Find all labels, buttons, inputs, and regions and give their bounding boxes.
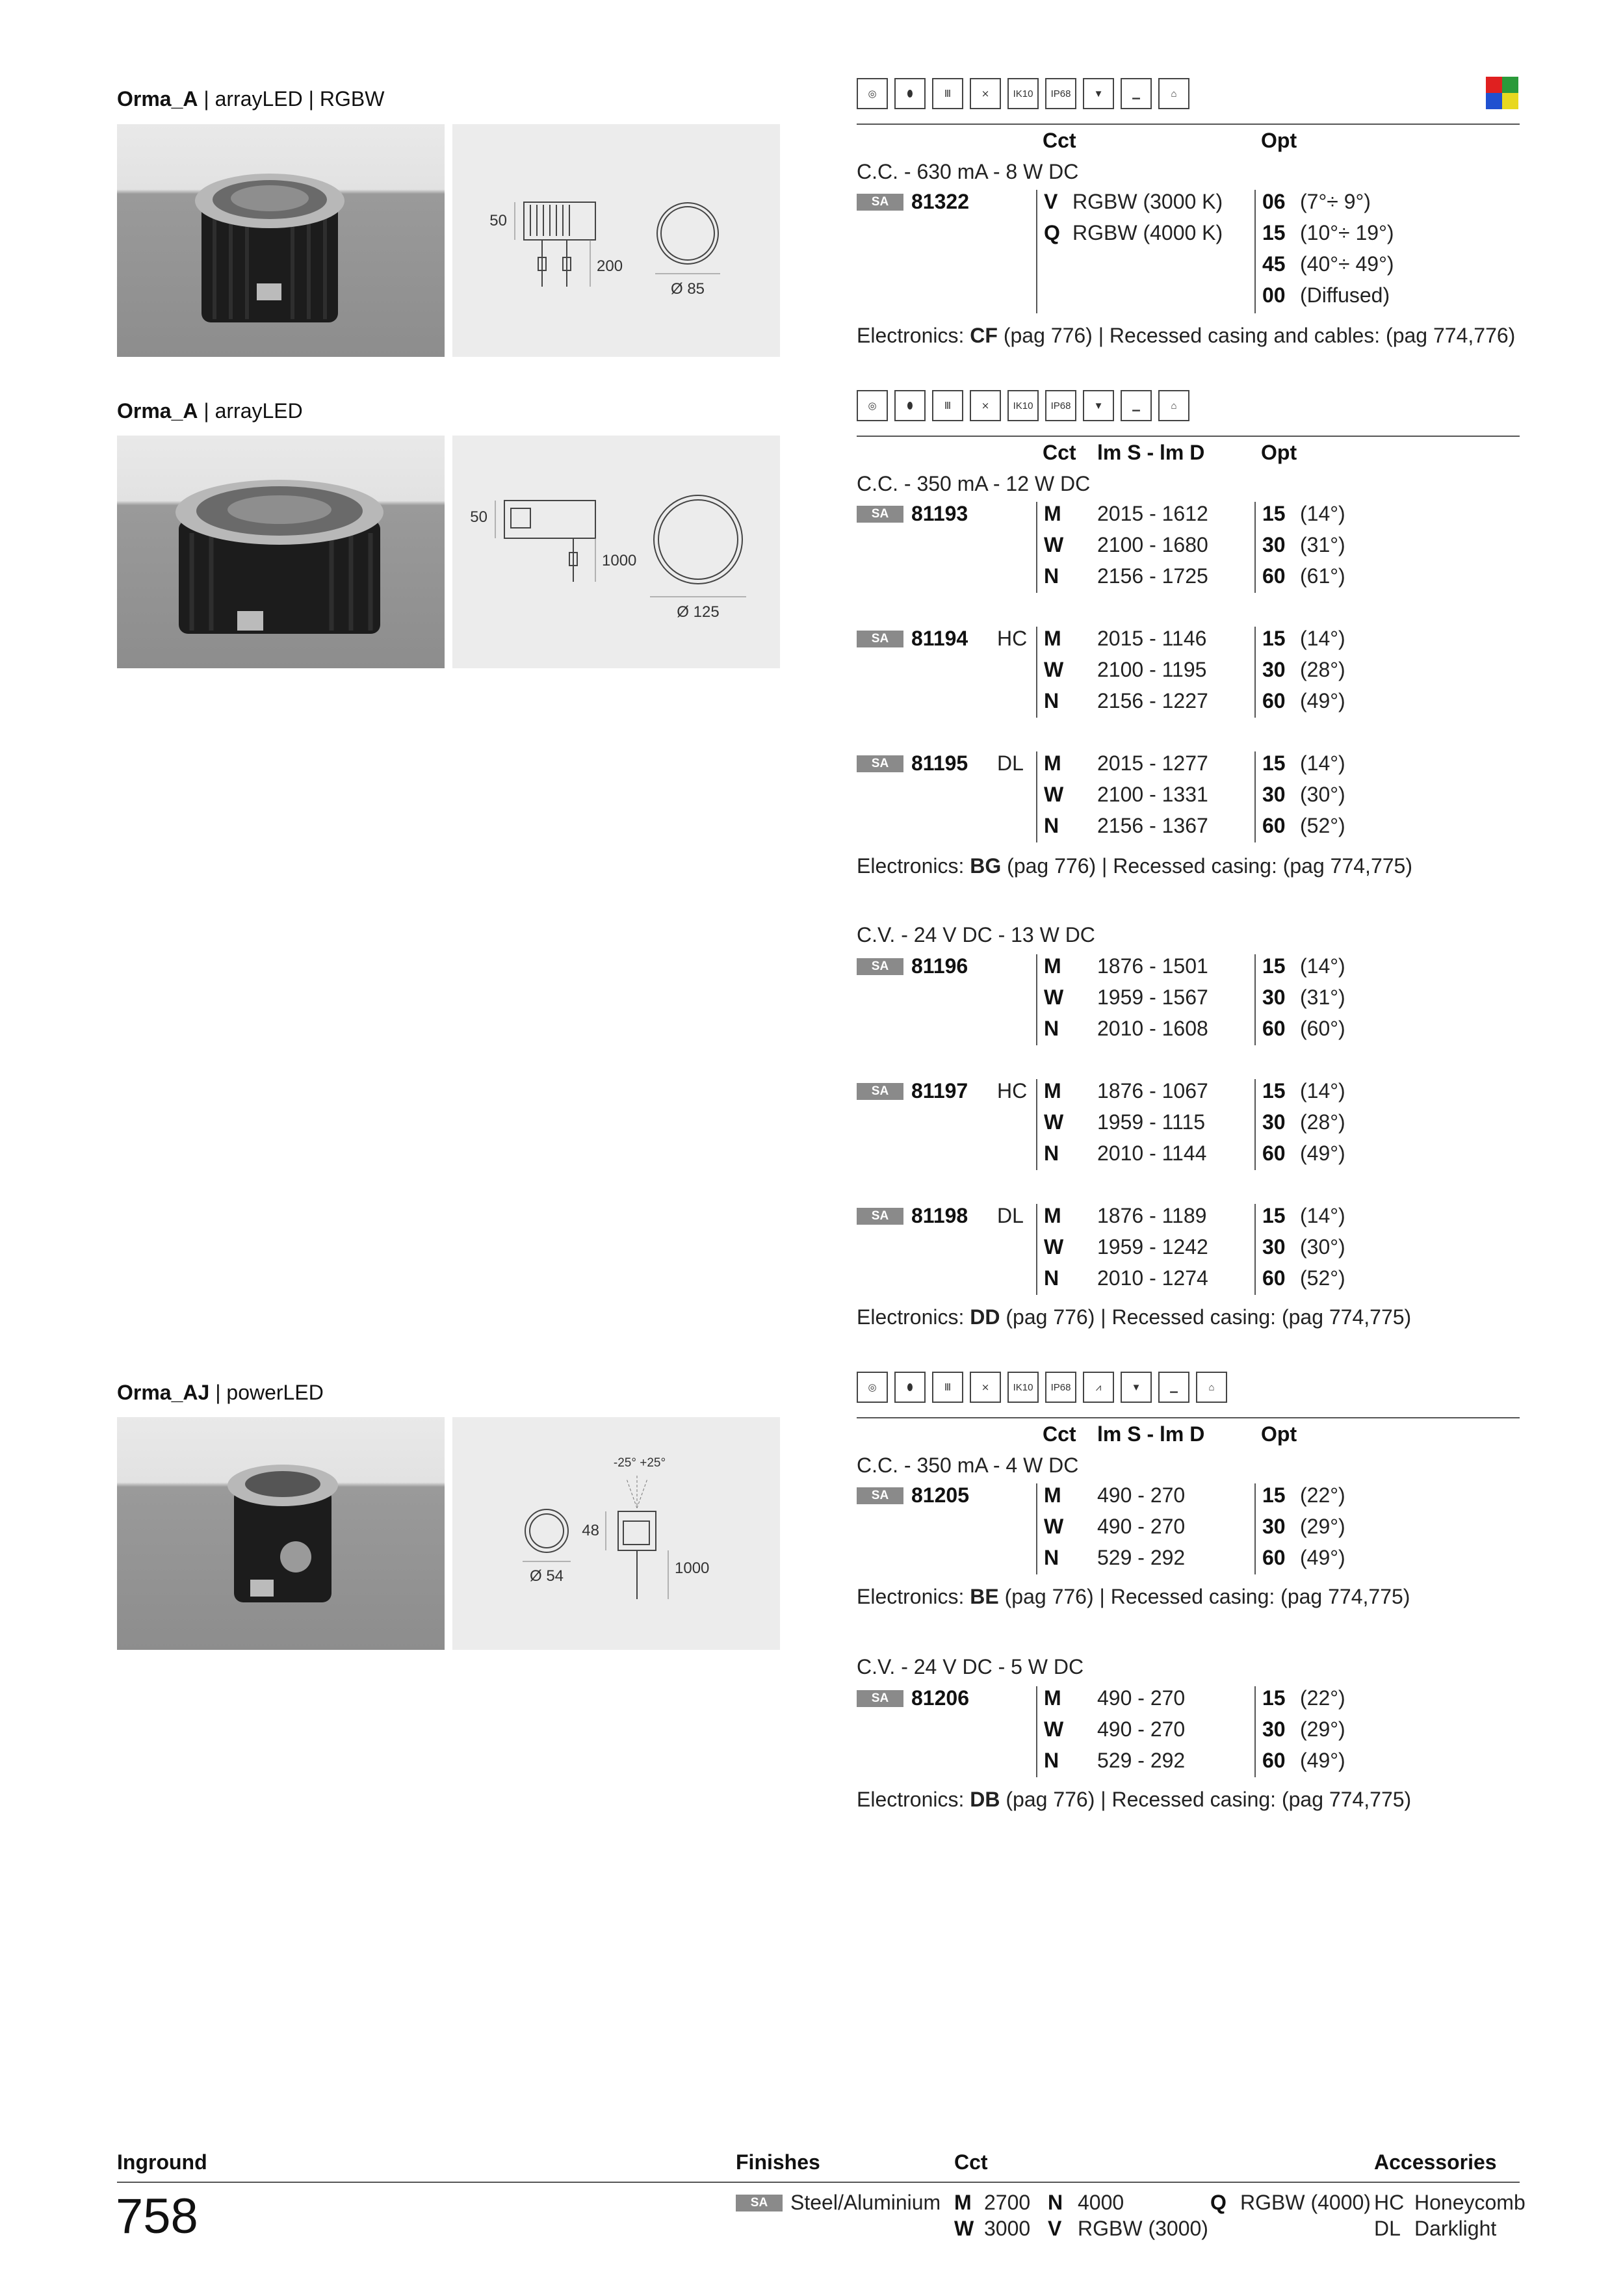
- opt-angle: (14°): [1300, 751, 1345, 775]
- accessory-code: HC: [1374, 2191, 1405, 2214]
- header-lumen: lm S - lm D: [1097, 441, 1205, 464]
- finish-badge: SA: [857, 631, 903, 647]
- walk-over-icon: ⬮: [894, 78, 926, 109]
- class-iii-icon: Ⅲ: [932, 390, 963, 421]
- lumen-value: 2010 - 1608: [1097, 1017, 1208, 1040]
- technical-drawing: [452, 124, 780, 357]
- lumen-value: 2156 - 1367: [1097, 814, 1208, 837]
- page-number: 758: [116, 2189, 198, 2244]
- opt-code: 30: [1262, 985, 1286, 1009]
- variant-label: DL: [997, 751, 1024, 775]
- ground-icon: ▁: [1121, 390, 1152, 421]
- house-icon: ⌂: [1158, 390, 1189, 421]
- opt-angle: (14°): [1300, 1079, 1345, 1102]
- cct-code: W: [1044, 1717, 1064, 1741]
- header-opt: Opt: [1261, 129, 1297, 152]
- column-rule: [1036, 1686, 1037, 1777]
- lumen-value: 2015 - 1146: [1097, 627, 1207, 650]
- opt-code: 15: [1262, 221, 1286, 244]
- cct-code: M: [1044, 954, 1061, 978]
- walk-over-icon: ⬮: [894, 1372, 926, 1403]
- tilt-range: -25° +25°: [613, 1456, 666, 1470]
- cct-value: 4000: [1078, 2191, 1124, 2214]
- opt-angle: (49°): [1300, 1749, 1345, 1772]
- product-code: 81193: [911, 502, 968, 525]
- cct-value: RGBW (3000 K): [1072, 190, 1223, 213]
- product-code: 81322: [911, 190, 969, 213]
- footer-finishes-title: Finishes: [736, 2150, 820, 2174]
- footer-accessories-title: Accessories: [1374, 2150, 1497, 2174]
- product-code: 81197: [911, 1079, 968, 1102]
- variant-label: HC: [997, 627, 1028, 650]
- ip68-icon: IP68: [1045, 78, 1076, 109]
- lumen-value: 2156 - 1725: [1097, 564, 1208, 588]
- product-code: 81196: [911, 954, 968, 978]
- opt-angle: (Diffused): [1300, 283, 1390, 307]
- electronics-note: Electronics: DD (pag 776) | Recessed casing: (pag 774,775): [857, 1305, 1412, 1329]
- recessed-icon: ◎: [857, 78, 888, 109]
- cct-code: M: [1044, 751, 1061, 775]
- house-icon: ⌂: [1158, 78, 1189, 109]
- luminaire-photo: [117, 124, 445, 357]
- dim-diameter: Ø 54: [529, 1567, 564, 1585]
- walk-over-icon: ⬮: [894, 390, 926, 421]
- opt-code: 30: [1262, 533, 1286, 556]
- lumen-value: 2015 - 1612: [1097, 502, 1208, 525]
- feature-icon-row: [857, 390, 1189, 424]
- opt-code: 60: [1262, 1749, 1286, 1772]
- opt-code: 15: [1262, 1483, 1286, 1507]
- lumen-value: 490 - 270: [1097, 1686, 1186, 1710]
- no-insulation-icon: ⨯: [970, 78, 1001, 109]
- beam-icon: ▼: [1121, 1372, 1152, 1403]
- cct-code: M: [954, 2191, 972, 2214]
- opt-angle: (22°): [1300, 1686, 1345, 1710]
- opt-angle: (14°): [1300, 627, 1345, 650]
- product-code: 81198: [911, 1204, 968, 1227]
- opt-code: 15: [1262, 954, 1286, 978]
- product-photo: [117, 1417, 445, 1650]
- accessory-name: Darklight: [1414, 2217, 1497, 2240]
- technical-drawing: [452, 1417, 780, 1650]
- product-code: 81195: [911, 751, 968, 775]
- class-iii-icon: Ⅲ: [932, 1372, 963, 1403]
- product-title: Orma_A | arrayLED | RGBW: [117, 87, 385, 111]
- cct-code: Q: [1044, 221, 1060, 244]
- opt-code: 60: [1262, 689, 1286, 712]
- lumen-value: 1876 - 1189: [1097, 1204, 1207, 1227]
- opt-code: 30: [1262, 1235, 1286, 1259]
- dim-diameter: Ø 125: [677, 603, 720, 621]
- cct-code: W: [1044, 658, 1064, 681]
- cct-code: N: [1044, 814, 1059, 837]
- cct-code: Q: [1210, 2191, 1227, 2214]
- column-rule: [1254, 751, 1256, 842]
- footer-cct-title: Cct: [954, 2150, 988, 2174]
- column-rule: [1254, 954, 1256, 1045]
- lumen-value: 2010 - 1144: [1097, 1141, 1207, 1165]
- cct-code: W: [954, 2217, 974, 2240]
- variant-label: HC: [997, 1079, 1028, 1102]
- lumen-value: 2015 - 1277: [1097, 751, 1208, 775]
- finish-badge: SA: [857, 194, 903, 211]
- ip68-icon: IP68: [1045, 390, 1076, 421]
- supply-label: C.C. - 630 mA - 8 W DC: [857, 160, 1079, 183]
- divider: [857, 124, 1520, 125]
- header-cct: Cct: [1043, 129, 1076, 152]
- product-code: 81194: [911, 627, 968, 650]
- cct-code: N: [1048, 2191, 1063, 2214]
- dim-cable-length: 1000: [602, 552, 637, 569]
- cct-code: V: [1044, 190, 1058, 213]
- column-rule: [1254, 627, 1256, 718]
- cct-code: W: [1044, 1235, 1064, 1259]
- opt-code: 60: [1262, 1017, 1286, 1040]
- opt-code: 60: [1262, 564, 1286, 588]
- opt-code: 15: [1262, 1204, 1286, 1227]
- class-iii-icon: Ⅲ: [932, 78, 963, 109]
- header-opt: Opt: [1261, 441, 1297, 464]
- opt-angle: (52°): [1300, 1266, 1345, 1290]
- divider: [857, 1417, 1520, 1418]
- dim-height: 48: [582, 1522, 599, 1539]
- opt-angle: (40°÷ 49°): [1300, 252, 1394, 276]
- cct-value: 2700: [984, 2191, 1031, 2214]
- lumen-value: 2156 - 1227: [1097, 689, 1208, 712]
- opt-angle: (14°): [1300, 502, 1345, 525]
- dim-diameter: Ø 85: [670, 280, 705, 298]
- column-rule: [1036, 627, 1037, 718]
- feature-icon-row: [857, 1372, 1227, 1405]
- ground-icon: ▁: [1158, 1372, 1189, 1403]
- luminaire-photo: [117, 1417, 445, 1650]
- ip68-icon: IP68: [1045, 1372, 1076, 1403]
- opt-code: 15: [1262, 1079, 1286, 1102]
- column-rule: [1254, 1079, 1256, 1170]
- column-rule: [1254, 502, 1256, 593]
- lumen-value: 490 - 270: [1097, 1483, 1186, 1507]
- footer-category: Inground: [117, 2150, 207, 2174]
- cct-code: M: [1044, 1686, 1061, 1710]
- cct-code: W: [1044, 1515, 1064, 1538]
- header-cct: Cct: [1043, 1422, 1076, 1446]
- lumen-value: 1959 - 1567: [1097, 985, 1208, 1009]
- lumen-value: 490 - 270: [1097, 1717, 1186, 1741]
- dim-cable-length: 200: [597, 257, 623, 275]
- finish-badge: SA: [857, 755, 903, 772]
- opt-angle: (10°÷ 19°): [1300, 221, 1394, 244]
- header-lumen: lm S - lm D: [1097, 1422, 1205, 1446]
- product-title: Orma_AJ | powerLED: [117, 1381, 324, 1404]
- column-rule: [1254, 1483, 1256, 1574]
- opt-angle: (28°): [1300, 658, 1345, 681]
- cct-code: M: [1044, 1204, 1061, 1227]
- opt-code: 60: [1262, 1141, 1286, 1165]
- opt-angle: (61°): [1300, 564, 1345, 588]
- opt-angle: (22°): [1300, 1483, 1345, 1507]
- cct-code: M: [1044, 502, 1061, 525]
- feature-icon-row: [857, 78, 1189, 112]
- cct-code: W: [1044, 533, 1064, 556]
- opt-code: 45: [1262, 252, 1286, 276]
- column-rule: [1036, 1204, 1037, 1295]
- supply-label: C.C. - 350 mA - 4 W DC: [857, 1454, 1079, 1477]
- beam-icon: ▼: [1083, 78, 1114, 109]
- ik10-icon: IK10: [1007, 78, 1039, 109]
- opt-angle: (60°): [1300, 1017, 1345, 1040]
- ik10-icon: IK10: [1007, 1372, 1039, 1403]
- cct-code: W: [1044, 985, 1064, 1009]
- cct-code: V: [1048, 2217, 1062, 2240]
- product-photo: [117, 436, 445, 668]
- opt-angle: (30°): [1300, 1235, 1345, 1259]
- opt-code: 00: [1262, 283, 1286, 307]
- cct-code: N: [1044, 1141, 1059, 1165]
- column-rule: [1036, 1483, 1037, 1574]
- lumen-value: 1959 - 1115: [1097, 1110, 1206, 1134]
- opt-angle: (31°): [1300, 533, 1345, 556]
- variant-label: DL: [997, 1204, 1024, 1227]
- finish-badge: SA: [857, 506, 903, 523]
- lumen-value: 2100 - 1680: [1097, 533, 1208, 556]
- opt-angle: (29°): [1300, 1717, 1345, 1741]
- cct-code: N: [1044, 1749, 1059, 1772]
- accessory-name: Honeycomb: [1414, 2191, 1526, 2214]
- adjustable-icon: ⩘: [1083, 1372, 1114, 1403]
- lumen-value: 2100 - 1331: [1097, 783, 1208, 806]
- opt-angle: (29°): [1300, 1515, 1345, 1538]
- column-rule: [1036, 954, 1037, 1045]
- opt-angle: (52°): [1300, 814, 1345, 837]
- lumen-value: 2010 - 1274: [1097, 1266, 1208, 1290]
- opt-angle: (14°): [1300, 1204, 1345, 1227]
- finish-badge: SA: [857, 1208, 903, 1225]
- opt-code: 30: [1262, 1515, 1286, 1538]
- finish-name: Steel/Aluminium: [790, 2191, 941, 2214]
- cct-code: N: [1044, 1266, 1059, 1290]
- cct-value: 3000: [984, 2217, 1031, 2240]
- product-photo: [117, 124, 445, 357]
- cct-value: RGBW (4000 K): [1072, 221, 1223, 244]
- column-rule: [1254, 190, 1256, 313]
- cct-value: RGBW (4000): [1240, 2191, 1371, 2214]
- recessed-icon: ◎: [857, 1372, 888, 1403]
- opt-angle: (28°): [1300, 1110, 1345, 1134]
- luminaire-photo: [117, 436, 445, 668]
- product-code: 81205: [911, 1483, 969, 1507]
- no-insulation-icon: ⨯: [970, 390, 1001, 421]
- dim-height: 50: [489, 212, 507, 229]
- opt-angle: (49°): [1300, 689, 1345, 712]
- lumen-value: 1876 - 1067: [1097, 1079, 1208, 1102]
- finish-badge: SA: [857, 1487, 903, 1504]
- supply-label: C.V. - 24 V DC - 13 W DC: [857, 923, 1095, 946]
- ground-icon: ▁: [1121, 78, 1152, 109]
- divider: [857, 436, 1520, 437]
- lumen-value: 2100 - 1195: [1097, 658, 1207, 681]
- opt-code: 60: [1262, 1546, 1286, 1569]
- ik10-icon: IK10: [1007, 390, 1039, 421]
- column-rule: [1036, 1079, 1037, 1170]
- recessed-icon: ◎: [857, 390, 888, 421]
- cct-code: N: [1044, 1546, 1059, 1569]
- technical-drawing: [452, 436, 780, 668]
- cct-code: N: [1044, 689, 1059, 712]
- opt-code: 06: [1262, 190, 1286, 213]
- electronics-note: Electronics: DB (pag 776) | Recessed casing: (pag 774,775): [857, 1788, 1412, 1811]
- column-rule: [1254, 1204, 1256, 1295]
- opt-code: 60: [1262, 814, 1286, 837]
- cct-code: N: [1044, 1017, 1059, 1040]
- dim-height: 50: [470, 508, 487, 526]
- beam-icon: ▼: [1083, 390, 1114, 421]
- opt-angle: (30°): [1300, 783, 1345, 806]
- cct-code: M: [1044, 627, 1061, 650]
- rgbw-icon: [1486, 77, 1518, 109]
- lumen-value: 529 - 292: [1097, 1546, 1186, 1569]
- supply-label: C.V. - 24 V DC - 5 W DC: [857, 1655, 1084, 1678]
- opt-angle: (49°): [1300, 1546, 1345, 1569]
- finish-badge: SA: [857, 1083, 903, 1100]
- accessory-code: DL: [1374, 2217, 1401, 2240]
- opt-code: 30: [1262, 1717, 1286, 1741]
- opt-angle: (49°): [1300, 1141, 1345, 1165]
- cct-code: M: [1044, 1079, 1061, 1102]
- header-opt: Opt: [1261, 1422, 1297, 1446]
- header-cct: Cct: [1043, 441, 1076, 464]
- finish-badge: SA: [857, 1690, 903, 1707]
- cct-code: W: [1044, 1110, 1064, 1134]
- dim-cable-length: 1000: [675, 1559, 710, 1577]
- opt-code: 30: [1262, 1110, 1286, 1134]
- opt-code: 15: [1262, 1686, 1286, 1710]
- opt-angle: (31°): [1300, 985, 1345, 1009]
- product-title: Orma_A | arrayLED: [117, 399, 303, 423]
- electronics-note: Electronics: BE (pag 776) | Recessed casing: (pag 774,775): [857, 1585, 1410, 1608]
- cct-value: RGBW (3000): [1078, 2217, 1208, 2240]
- opt-angle: (7°÷ 9°): [1300, 190, 1371, 213]
- column-rule: [1036, 502, 1037, 593]
- column-rule: [1254, 1686, 1256, 1777]
- cct-code: N: [1044, 564, 1059, 588]
- footer-rule: [117, 2182, 1520, 2183]
- lumen-value: 1876 - 1501: [1097, 954, 1208, 978]
- opt-code: 30: [1262, 658, 1286, 681]
- opt-code: 15: [1262, 502, 1286, 525]
- opt-code: 60: [1262, 1266, 1286, 1290]
- product-code: 81206: [911, 1686, 969, 1710]
- lumen-value: 1959 - 1242: [1097, 1235, 1208, 1259]
- opt-code: 15: [1262, 627, 1286, 650]
- finish-badge: SA: [736, 2195, 783, 2211]
- house-icon: ⌂: [1196, 1372, 1227, 1403]
- lumen-value: 529 - 292: [1097, 1749, 1186, 1772]
- electronics-note: Electronics: BG (pag 776) | Recessed casing: (pag 774,775): [857, 854, 1412, 878]
- cct-code: W: [1044, 783, 1064, 806]
- column-rule: [1036, 751, 1037, 842]
- lumen-value: 490 - 270: [1097, 1515, 1186, 1538]
- no-insulation-icon: ⨯: [970, 1372, 1001, 1403]
- column-rule: [1036, 190, 1037, 313]
- opt-code: 30: [1262, 783, 1286, 806]
- finish-badge: SA: [857, 958, 903, 975]
- cct-code: M: [1044, 1483, 1061, 1507]
- opt-code: 15: [1262, 751, 1286, 775]
- opt-angle: (14°): [1300, 954, 1345, 978]
- electronics-note: Electronics: CF (pag 776) | Recessed casing and cables: (pag 774,776): [857, 324, 1516, 347]
- supply-label: C.C. - 350 mA - 12 W DC: [857, 472, 1091, 495]
